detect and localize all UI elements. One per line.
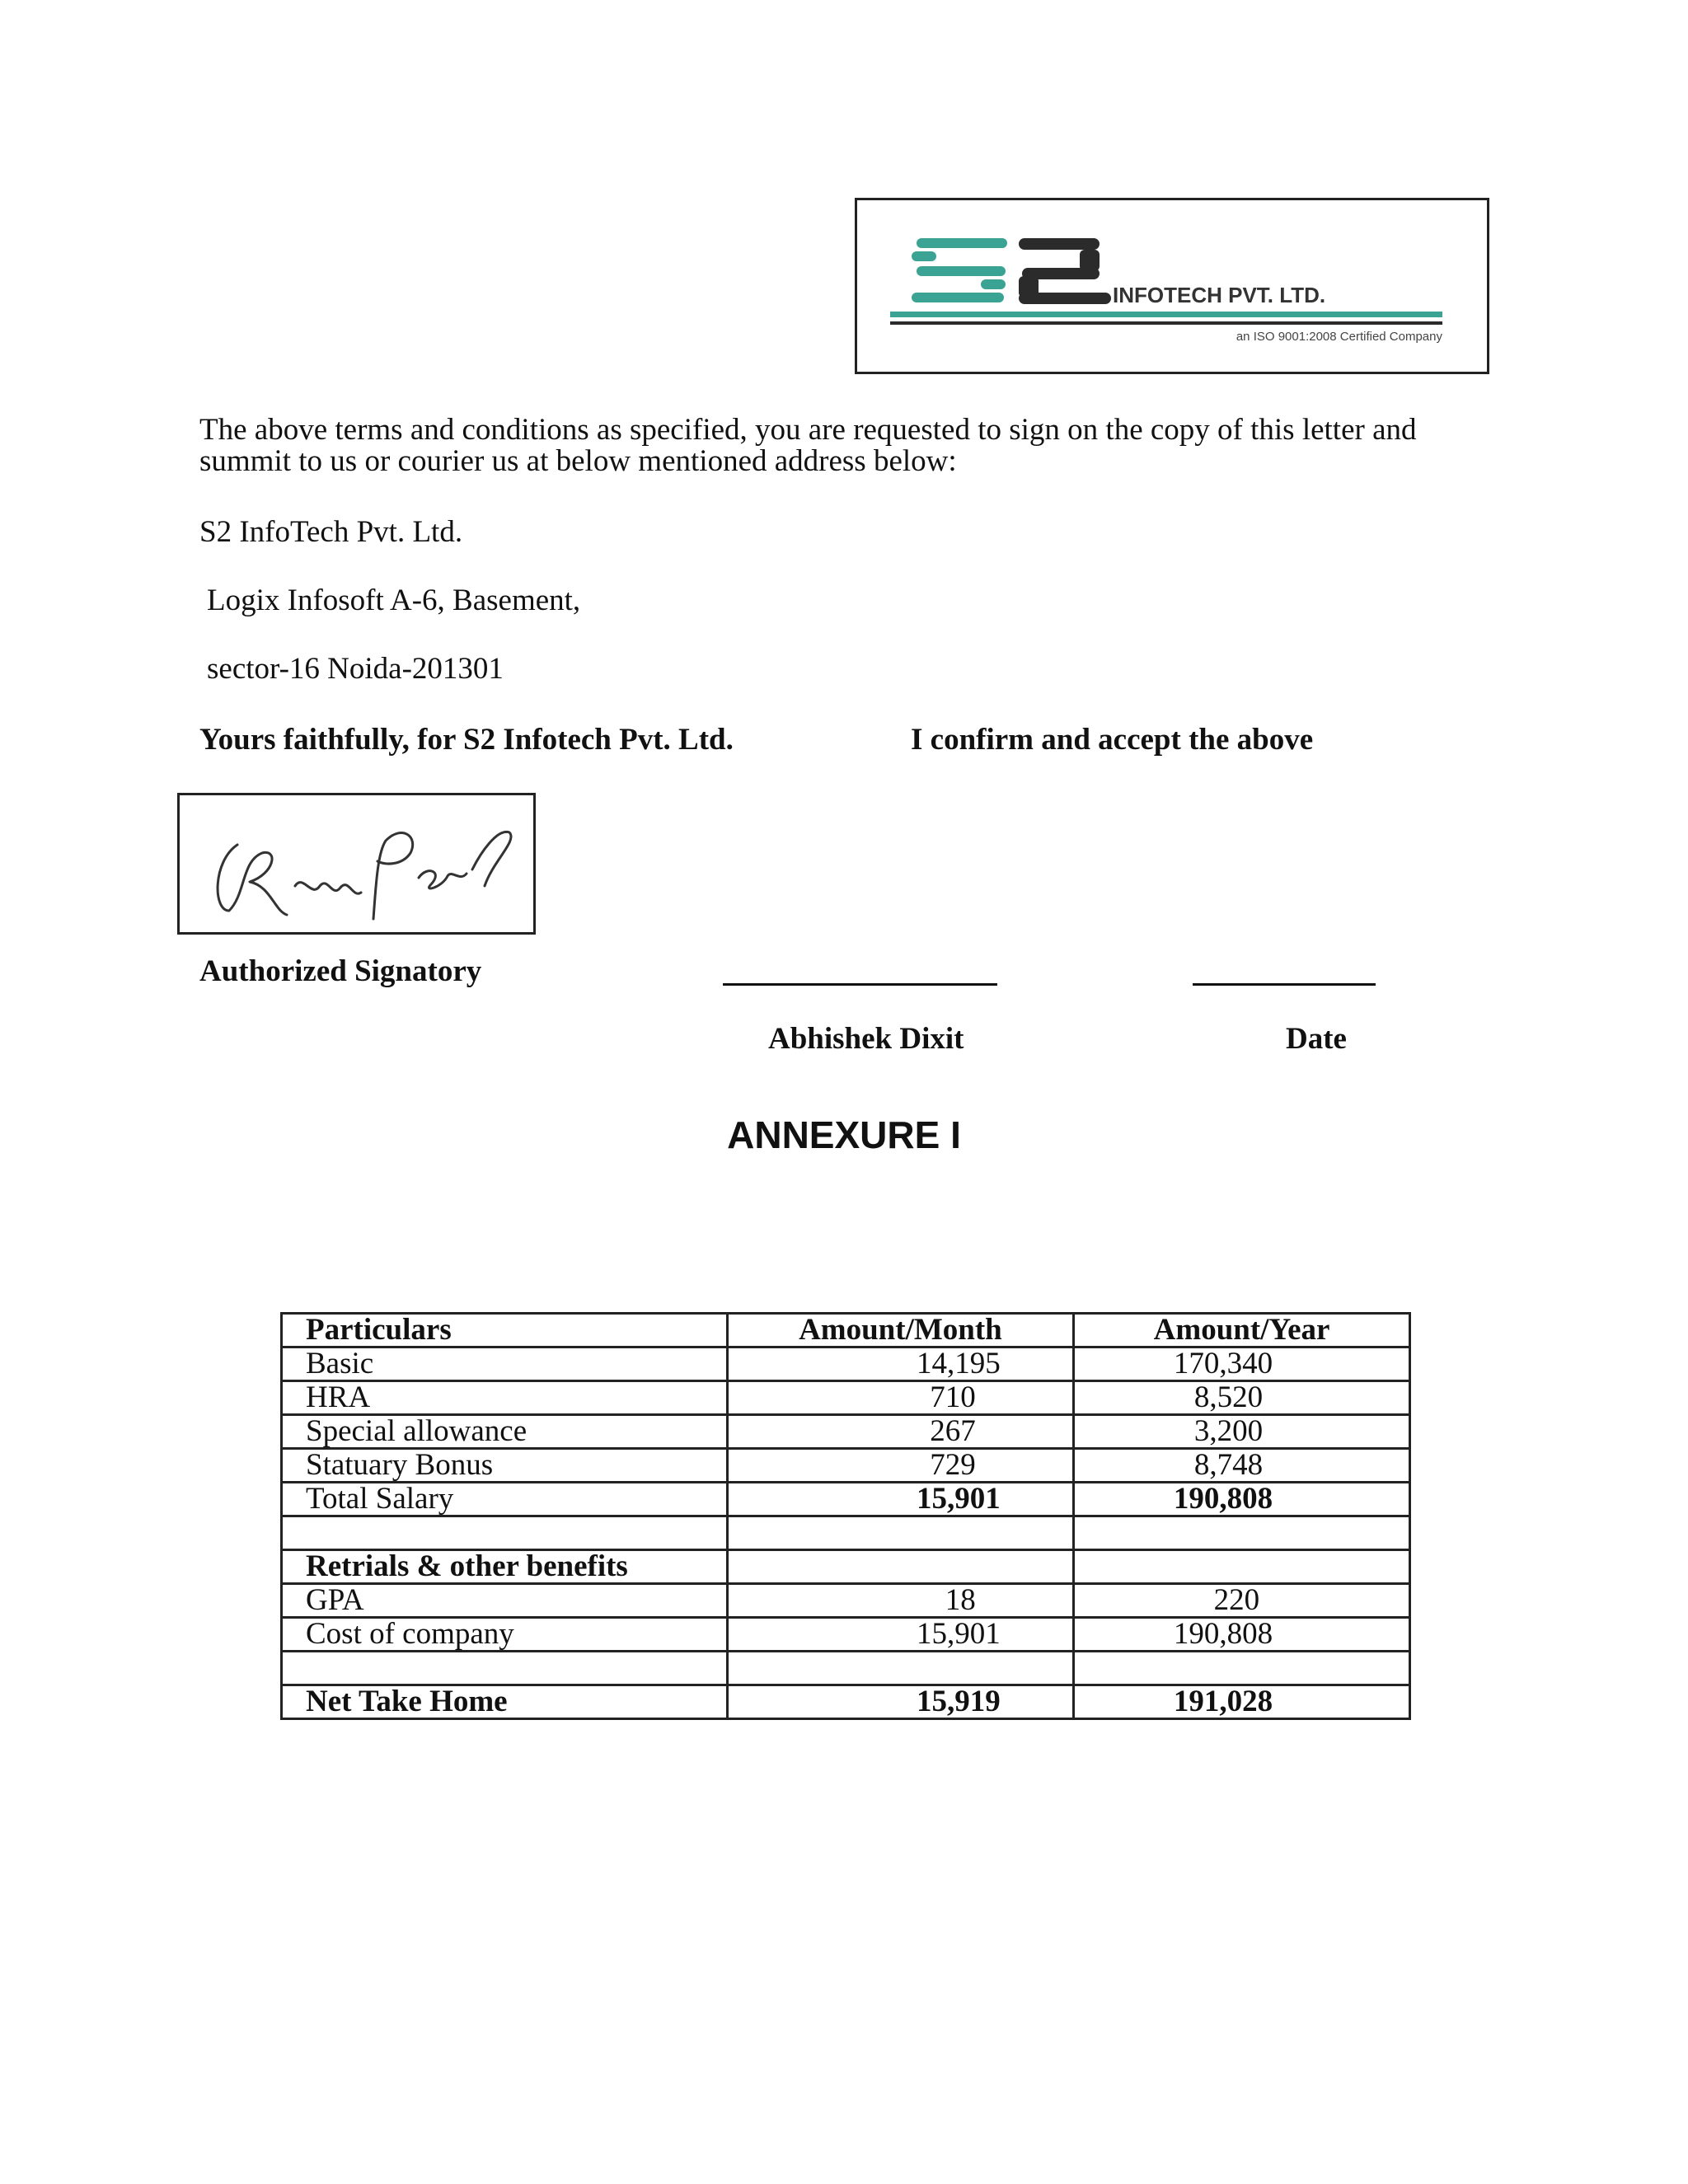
- row-month: 267: [930, 1414, 976, 1448]
- row-label: [282, 1652, 728, 1685]
- table-row: [282, 1516, 1410, 1550]
- s2-logo-graphic: [857, 200, 1487, 372]
- row-year: 8,520: [1193, 1380, 1264, 1414]
- signature-box: [177, 793, 536, 935]
- row-month: 15,901: [916, 1482, 1001, 1516]
- logo-tagline: an ISO 9001:2008 Certified Company: [1236, 330, 1442, 344]
- row-year: 191,028: [1173, 1685, 1273, 1718]
- row-label: Statuary Bonus: [282, 1449, 728, 1483]
- row-month: 15,919: [916, 1685, 1001, 1718]
- address-line-2: sector-16 Noida-201301: [207, 652, 504, 686]
- row-label: [282, 1516, 728, 1550]
- signature-image: [180, 795, 533, 932]
- table-row: [282, 1483, 1410, 1516]
- company-logo: [855, 198, 1489, 374]
- row-month: 15,901: [916, 1617, 1001, 1651]
- table-row: [282, 1584, 1410, 1618]
- two-mark-icon: [1019, 238, 1111, 304]
- signer-name: Abhishek Dixit: [768, 1022, 964, 1056]
- address-line-1: Logix Infosoft A-6, Basement,: [207, 583, 581, 617]
- row-label: HRA: [282, 1381, 728, 1415]
- table-header-row: [282, 1314, 1410, 1347]
- intro-paragraph: [199, 415, 1485, 477]
- row-label: Net Take Home: [282, 1685, 728, 1719]
- header-amount-year: Amount/Year: [1074, 1314, 1410, 1347]
- row-year: 170,340: [1173, 1347, 1273, 1380]
- confirm-accept: I confirm and accept the above: [911, 723, 1314, 757]
- row-year: 190,808: [1173, 1617, 1273, 1651]
- date-label: Date: [1286, 1022, 1347, 1056]
- row-label: Cost of company: [282, 1618, 728, 1652]
- table-row: [282, 1550, 1410, 1584]
- table-row: [282, 1618, 1410, 1652]
- row-month: 18: [945, 1583, 976, 1617]
- row-label: GPA: [282, 1584, 728, 1618]
- row-label: Basic: [282, 1347, 728, 1381]
- table-row: [282, 1415, 1410, 1449]
- table-row: [282, 1685, 1410, 1719]
- yours-faithfully: Yours faithfully, for S2 Infotech Pvt. Ltd.: [199, 723, 734, 757]
- row-label: Special allowance: [282, 1415, 728, 1449]
- header-amount-month: Amount/Month: [727, 1314, 1073, 1347]
- row-month: 14,195: [916, 1347, 1001, 1380]
- signature-line-name: [723, 983, 997, 986]
- signature-line-date: [1193, 983, 1376, 986]
- logo-company-text: INFOTECH PVT. LTD.: [1113, 283, 1326, 307]
- row-year: 8,748: [1193, 1448, 1264, 1482]
- table-row: [282, 1449, 1410, 1483]
- address-company: S2 InfoTech Pvt. Ltd.: [199, 515, 463, 549]
- table-row: [282, 1347, 1410, 1381]
- salary-table: [280, 1312, 1411, 1720]
- s-mark-icon: [912, 238, 1007, 302]
- table-row: [282, 1652, 1410, 1685]
- authorized-signatory: Authorized Signatory: [199, 954, 482, 988]
- row-year: 3,200: [1193, 1414, 1264, 1448]
- header-particulars: Particulars: [282, 1314, 728, 1347]
- row-year: 190,808: [1173, 1482, 1273, 1516]
- row-month: 710: [930, 1380, 976, 1414]
- intro-line-1: The above terms and conditions as specified, you are requested to sign on the copy of this letter and: [199, 413, 1417, 447]
- row-month: 729: [930, 1448, 976, 1482]
- row-year: 220: [1213, 1583, 1260, 1617]
- logo-underline: [890, 312, 1442, 317]
- table-row: [282, 1381, 1410, 1415]
- annexure-title: ANNEXURE I: [727, 1113, 961, 1156]
- row-label: Retrials & other benefits: [282, 1550, 728, 1584]
- intro-line-2: summit to us or courier us at below mentioned address below:: [199, 444, 957, 478]
- row-label: Total Salary: [282, 1483, 728, 1516]
